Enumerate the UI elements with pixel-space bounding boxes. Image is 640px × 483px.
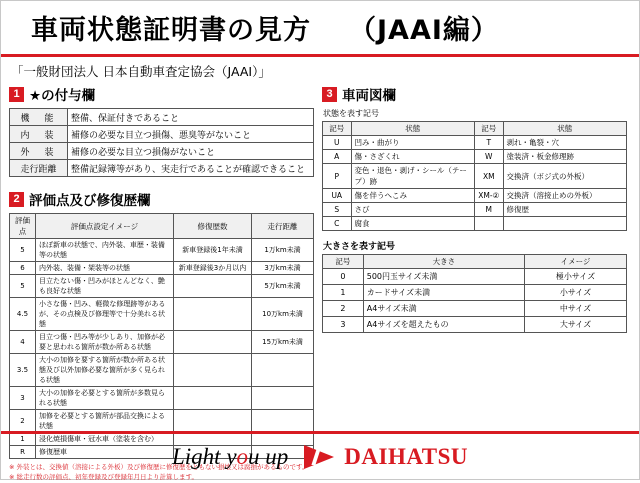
table-row (10, 387, 314, 410)
table-row (10, 275, 314, 298)
section3-title: 車両図欄 (342, 88, 396, 104)
cell-symbol: C (323, 217, 352, 231)
cell-size: A4サイズ未満 (363, 301, 524, 317)
cell-km: 3万km未満 (252, 262, 314, 275)
row-text: 整備、保証付きであること (68, 109, 314, 126)
row-label: 機 能 (10, 109, 68, 126)
page-title (31, 8, 499, 47)
page-title-sub: （JAAI編） (349, 15, 499, 46)
table-row (10, 126, 314, 143)
cell-score: 2 (10, 410, 36, 433)
section2-title: 評価点及び修復歴欄 (29, 193, 151, 209)
col-header-count: 修復歴数 (174, 214, 252, 239)
cell-km: 5万km未満 (252, 275, 314, 298)
cell-score: R (10, 446, 36, 459)
section3-number: 3 (322, 87, 337, 102)
col-header-size-image: イメージ (525, 255, 627, 269)
table-row (323, 136, 627, 150)
cell-count (174, 275, 252, 298)
table-row (323, 269, 627, 285)
table-row (323, 217, 627, 231)
cell-state (503, 217, 627, 231)
cell-count (174, 410, 252, 433)
table-row (10, 160, 314, 177)
cell-state: 塗装済・板金修理跡 (503, 150, 627, 164)
cell-state: さび (351, 203, 475, 217)
left-column (9, 82, 314, 483)
col-header-symbol-2: 記号 (475, 122, 504, 136)
tagline (172, 444, 288, 470)
daihatsu-logo-icon (304, 445, 338, 469)
col-header-image: 評価点設定イメージ (36, 214, 174, 239)
cell-image: 大小の加修を要する箇所が数か所ある状態及び以外加修必要な箇所が多く見られる状態 (36, 354, 174, 387)
col-header-symbol-1: 記号 (323, 122, 352, 136)
cell-score: 6 (10, 262, 36, 275)
cell-symbol: 3 (323, 317, 364, 333)
cell-image: 浸化焼損傷車・冠水車（塗装を含む） (36, 433, 174, 446)
cell-score: 4.5 (10, 298, 36, 331)
cell-image: 目立たない傷・凹みがほとんどなく、艶も良好な状態 (36, 275, 174, 298)
section2-number: 2 (9, 192, 24, 207)
table-row (10, 354, 314, 387)
cell-image: ほぼ新車の状態で、内外装、車歴・装備等の状態 (36, 239, 174, 262)
table-row (10, 239, 314, 262)
cell-symbol: P (323, 164, 352, 189)
condition-symbol-table (322, 121, 627, 231)
cell-km (252, 387, 314, 410)
row-label: 外 装 (10, 143, 68, 160)
cell-state: 腐食 (351, 217, 475, 231)
cell-symbol: T (475, 136, 504, 150)
table-row (323, 164, 627, 189)
cell-image: 修復歴車 (36, 446, 174, 459)
page-title-main: 車両状態証明書の見方 (31, 15, 311, 46)
brand-lockup (304, 444, 468, 470)
cell-km: 15万km未満 (252, 331, 314, 354)
table-header-row (323, 122, 627, 136)
cell-state: 傷・さざくれ (351, 150, 475, 164)
cell-symbol: M (475, 203, 504, 217)
cell-size: A4サイズを超えたもの (363, 317, 524, 333)
cell-score: 3.5 (10, 354, 36, 387)
cell-symbol: XM-② (475, 189, 504, 203)
cell-image: 大小の加修を必要とする箇所が多数見られる状態 (36, 387, 174, 410)
tagline-part-a: Light y (172, 443, 237, 469)
cell-size-image: 小サイズ (525, 285, 627, 301)
page-footer (1, 431, 639, 479)
size-symbol-table (322, 254, 627, 333)
table-header-row (323, 255, 627, 269)
table-row (10, 109, 314, 126)
tagline-part-b: u up (248, 443, 289, 469)
cell-size: カードサイズ未満 (363, 285, 524, 301)
cell-state: 凹み・曲がり (351, 136, 475, 150)
size-table-caption: 大きさを表す記号 (323, 242, 396, 252)
cell-symbol: W (475, 150, 504, 164)
content-area (1, 82, 639, 483)
table-row (10, 143, 314, 160)
table-row (323, 285, 627, 301)
cell-size-image: 大サイズ (525, 317, 627, 333)
table-row (323, 189, 627, 203)
row-label: 走行距離 (10, 160, 68, 177)
table-row (10, 410, 314, 433)
table-row (10, 298, 314, 331)
col-header-state-1: 状態 (351, 122, 475, 136)
section1-title: ★の付与欄 (29, 88, 96, 104)
cell-symbol: XM (475, 164, 504, 189)
right-column (322, 82, 627, 483)
section2-heading (9, 189, 314, 209)
cell-state: 変色・退色・剥げ・シール（テープ）跡 (351, 164, 475, 189)
col-header-km: 走行距離 (252, 214, 314, 239)
page-header (1, 1, 639, 57)
footnote-2: ※ 総走行数の評価点、初年登録及び登録年月日より計算します。 (9, 472, 198, 481)
col-header-score: 評価点 (10, 214, 36, 239)
cell-km: 1万km未満 (252, 239, 314, 262)
cell-count (174, 387, 252, 410)
section3-heading (322, 84, 627, 104)
tagline-o: o (236, 443, 249, 469)
table-row (323, 301, 627, 317)
cell-symbol: 2 (323, 301, 364, 317)
row-text: 整備記録簿等があり、実走行であることが確認できること (68, 160, 314, 177)
row-text: 補修の必要な目立つ損傷がないこと (68, 143, 314, 160)
cell-state: 剥れ・亀裂・穴 (503, 136, 627, 150)
table-row (323, 203, 627, 217)
rating-table (9, 213, 314, 459)
cell-count: 新車登録後3か月以内 (174, 262, 252, 275)
cell-score: 5 (10, 239, 36, 262)
cell-count (174, 354, 252, 387)
table-row (10, 262, 314, 275)
cell-symbol: 1 (323, 285, 364, 301)
table-row (323, 150, 627, 164)
cell-state: 傷を伴うへこみ (351, 189, 475, 203)
section1-heading (9, 84, 314, 104)
cell-count (174, 298, 252, 331)
cell-km: 10万km未満 (252, 298, 314, 331)
cell-image: 小さな傷・凹み、軽微な修理跡等があるが、その点検及び修理等で十分美れる状態 (36, 298, 174, 331)
cell-symbol: S (323, 203, 352, 217)
cell-score: 4 (10, 331, 36, 354)
cell-count: 新車登録後1年未満 (174, 239, 252, 262)
col-header-size: 大きさ (363, 255, 524, 269)
issuer-subtitle: 「一般財団法人 日本自動車査定協会（JAAI）」 (11, 64, 271, 79)
symbol-table-caption: 状態を表す記号 (323, 109, 379, 118)
row-text: 補修の必要な目立つ損傷、悪臭等がないこと (68, 126, 314, 143)
table-row (10, 331, 314, 354)
cell-size-image: 極小サイズ (525, 269, 627, 285)
cell-state: 交換済（溶接止めの外板） (503, 189, 627, 203)
col-header-state-2: 状態 (503, 122, 627, 136)
cell-km (252, 410, 314, 433)
table-row (323, 317, 627, 333)
footnote-1: ※ 外装とは、交換値（溶接による外板）及び修復歴に修復歴をともない損壊又は腐損があるものです。 (9, 463, 309, 471)
cell-state: 修復歴 (503, 203, 627, 217)
row-label: 内 装 (10, 126, 68, 143)
cell-size-image: 中サイズ (525, 301, 627, 317)
cell-score: 5 (10, 275, 36, 298)
cell-size: 500円玉サイズ未満 (363, 269, 524, 285)
cell-image: 加修を必要とする箇所が部品交換による状態 (36, 410, 174, 433)
cell-symbol: 0 (323, 269, 364, 285)
cell-score: 3 (10, 387, 36, 410)
cell-symbol (475, 217, 504, 231)
brand-name: DAIHATSU (344, 443, 468, 469)
cell-score: 1 (10, 433, 36, 446)
cell-symbol: U (323, 136, 352, 150)
cell-image: 内外装、装備・架装等の状態 (36, 262, 174, 275)
table-header-row (10, 214, 314, 239)
cell-image: 目立つ傷・凹み等が少しあり、加修が必要と思われる箇所が数か所ある状態 (36, 331, 174, 354)
star-criteria-table (9, 108, 314, 177)
cell-state: 交換済（ボジ式の外板） (503, 164, 627, 189)
cell-km (252, 354, 314, 387)
cell-symbol: UA (323, 189, 352, 203)
cell-symbol: A (323, 150, 352, 164)
section1-number: 1 (9, 87, 24, 102)
col-header-size-symbol: 記号 (323, 255, 364, 269)
cell-count (174, 331, 252, 354)
